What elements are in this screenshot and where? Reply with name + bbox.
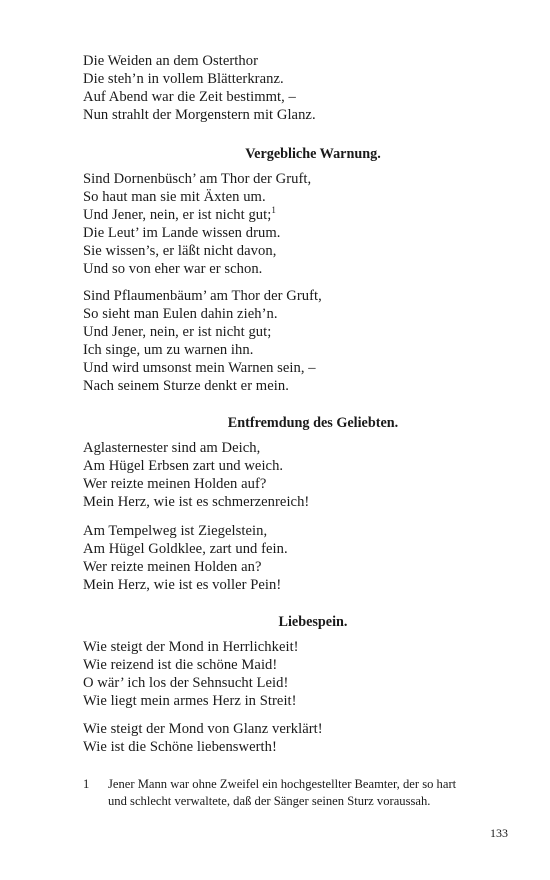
verse-line: Nach seinem Sturze denkt er mein. <box>83 378 289 394</box>
footnote-text: und schlecht verwaltete, daß der Sänger seinen Sturz voraussah. <box>108 794 431 808</box>
verse-line: Sind Pflaumenbäum’ am Thor der Gruft, <box>83 288 322 304</box>
verse-line: Am Tempelweg ist Ziegelstein, <box>83 523 268 539</box>
verse-line: Aglasternester sind am Deich, <box>83 440 261 456</box>
verse-line: O wär’ ich los der Sehnsucht Leid! <box>83 675 289 691</box>
poem-title: Vergebliche Warnung. <box>245 146 381 162</box>
verse-line: Wie steigt der Mond in Herrlichkeit! <box>83 639 299 655</box>
verse-line: So sieht man Eulen dahin zieh’n. <box>83 306 278 322</box>
verse-line: Und Jener, nein, er ist nicht gut; <box>83 324 272 340</box>
verse-line: Am Hügel Erbsen zart und weich. <box>83 458 284 474</box>
verse-line: Und Jener, nein, er ist nicht gut;$^1$ <box>83 205 276 223</box>
verse-line: Wer reizte meinen Holden auf? <box>83 476 267 492</box>
verse-line: Wie steigt der Mond von Glanz verklärt! <box>83 721 323 737</box>
verse-line: Nun strahlt der Morgenstern mit Glanz. <box>83 107 316 123</box>
footnote-text: Jener Mann war ohne Zweifel ein hochgestellter Beamter, der so hart <box>108 777 457 791</box>
verse-line: Und wird umsonst mein Warnen sein, – <box>83 360 316 376</box>
verse-line: Die steh’n in vollem Blätterkranz. <box>83 71 284 87</box>
footnote-marker: 1 <box>271 205 276 215</box>
verse-line: Die Leut’ im Lande wissen drum. <box>83 225 281 241</box>
verse-line: Am Hügel Goldklee, zart und fein. <box>83 541 288 557</box>
verse-line: Sie wissen’s, er läßt nicht davon, <box>83 243 277 259</box>
verse-line: Wer reizte meinen Holden an? <box>83 559 262 575</box>
verse-line: So haut man sie mit Äxten um. <box>83 189 266 205</box>
verse-line: Die Weiden an dem Osterthor <box>83 53 258 69</box>
verse-line: Mein Herz, wie ist es schmerzenreich! <box>83 494 310 510</box>
verse-line: Auf Abend war die Zeit bestimmt, – <box>83 89 296 105</box>
verse-line: Und so von eher war er schon. <box>83 261 263 277</box>
verse-line: Sind Dornenbüsch’ am Thor der Gruft, <box>83 171 312 187</box>
verse-line: Ich singe, um zu warnen ihn. <box>83 342 254 358</box>
verse-line: Wie liegt mein armes Herz in Streit! <box>83 693 297 709</box>
verse-line: Wie reizend ist die schöne Maid! <box>83 657 278 673</box>
footnote-number: 1 <box>83 777 90 791</box>
poem-title: Entfremdung des Geliebten. <box>227 415 399 431</box>
page-number: 133 <box>490 826 508 840</box>
poem-title: Liebespein. <box>278 614 348 630</box>
verse-line: Wie ist die Schöne liebenswerth! <box>83 739 277 755</box>
verse-line: Mein Herz, wie ist es voller Pein! <box>83 577 282 593</box>
